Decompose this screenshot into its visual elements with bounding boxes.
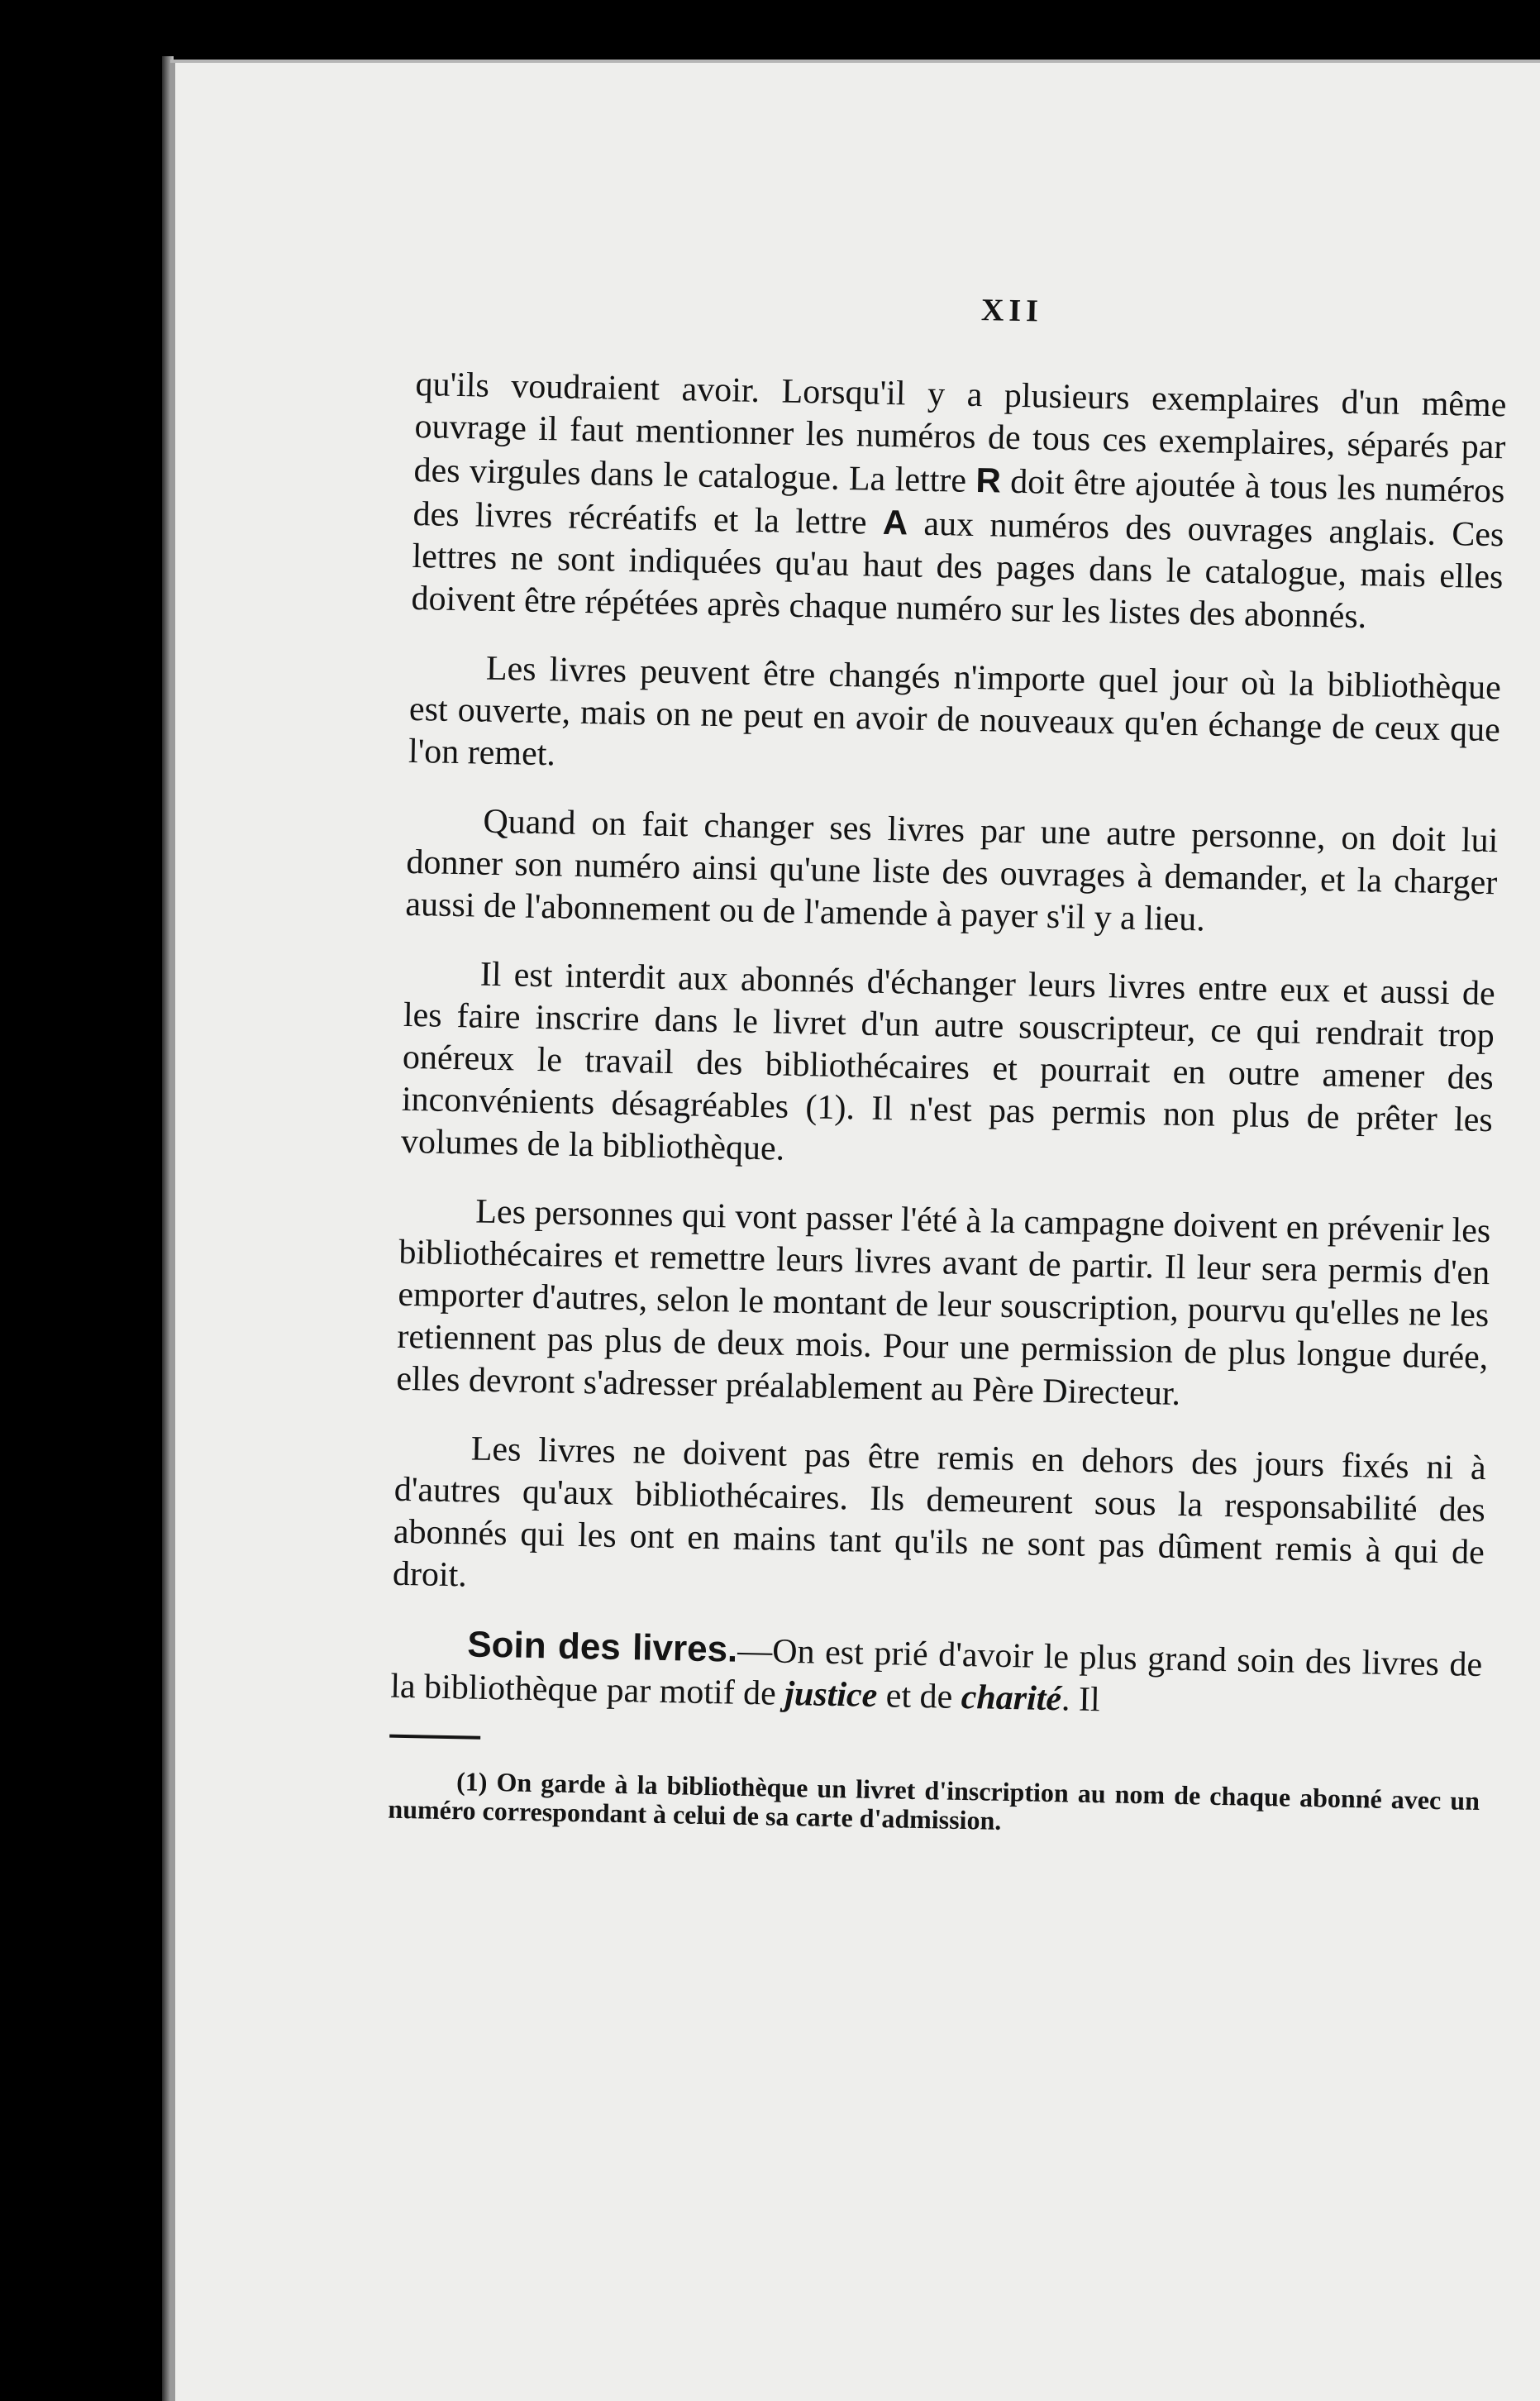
text-run: aux numéros des ouvrages anglais. Ces lettres ne sont indiquées qu'au haut des pages dans le catalogue, mais elles doivent être répétées après chaque numéro sur les listes des abonnés.	[411, 504, 1504, 637]
paragraph	[392, 1427, 1486, 1616]
page-top-edge	[170, 60, 1540, 63]
paragraph	[411, 364, 1507, 641]
text-run: —On est prié d'avoir le plus grand soin des livres de la bibliothèque par motif de	[389, 1631, 1483, 1713]
text-run: . Il	[1061, 1680, 1101, 1720]
text-run-heading-run: Soin des livres.	[466, 1624, 738, 1670]
text-run: Quand on fait changer ses livres par une autre personne, on doit lui donner son numéro ainsi qu'une liste des ouvrages à demander, et la charger aussi de l'abonnement ou de l'amende à payer s'il y a lieu.	[405, 802, 1499, 939]
text-run-bold-letter: R	[975, 461, 1002, 500]
text-run-bold-letter: A	[882, 502, 908, 542]
text-run: Les livres ne doivent pas être remis en dehors des jours fixés ni à d'autres qu'aux bibliothécaires. Ils demeurent sous la responsabilité des abonnés qui les ont en mains tant qu'ils ne sont pas dûment remis à qui de droit.	[392, 1430, 1487, 1595]
paragraph	[405, 800, 1499, 947]
paragraph	[396, 1190, 1491, 1421]
text-run: Les livres peuvent être changés n'importe quel jour où la bibliothèque est ouverte, mais on ne peut en avoir de nouveaux qu'en échange de ceux que l'on remet.	[408, 649, 1502, 774]
text-run: doit être ajoutée à tous les numéros des livres récréatifs et la lettre	[412, 462, 1505, 542]
paragraph	[408, 647, 1502, 794]
page-number: XII	[980, 293, 1044, 329]
text-run: Il est interdit aux abonnés d'échanger leurs livres entre eux et aussi de les faire inscrire dans le livret d'un autre souscripteur, ce qui rendrait trop onéreux le travail des bibliothécaires et pourrait en outre amener des inconvénients désagréables (1). Il n'est pas permis non plus de prêter les volumes de la bibliothèque.	[400, 955, 1496, 1168]
paragraph	[390, 1622, 1483, 1729]
footnote-separator	[389, 1735, 480, 1740]
text-run: qu'ils voudraient avoir. Lorsqu'il y a plusieurs exemplaires d'un même ouvrage il faut mentionner les numéros de tous ces exemplaires, séparés par des virgules dans le catalogue. La lettre	[413, 365, 1507, 501]
page-text-block	[388, 281, 1509, 1845]
text-run: Les personnes qui vont passer l'été à la campagne doivent en prévenir les bibliothécaires et remettre leurs livres avant de partir. Il leur sera permis d'en emporter d'autres, selon le montant de leur souscription, pourvu qu'elles ne les retiennent pas plus de deux mois. Pour une permission de plus longue durée, elles devront s'adresser préalablement au Père Directeur.	[396, 1192, 1491, 1413]
text-run: et de	[876, 1676, 962, 1716]
paragraph	[401, 952, 1496, 1184]
body-paragraphs	[390, 364, 1507, 1729]
text-run-italic: justice	[784, 1674, 878, 1715]
text-run-italic: charité	[961, 1678, 1062, 1719]
footnote: (1) On garde à la bibliothèque un livret d'inscription au nom de chaque abonné avec un numéro correspondant à celui de sa carte d'admission.	[388, 1766, 1480, 1835]
